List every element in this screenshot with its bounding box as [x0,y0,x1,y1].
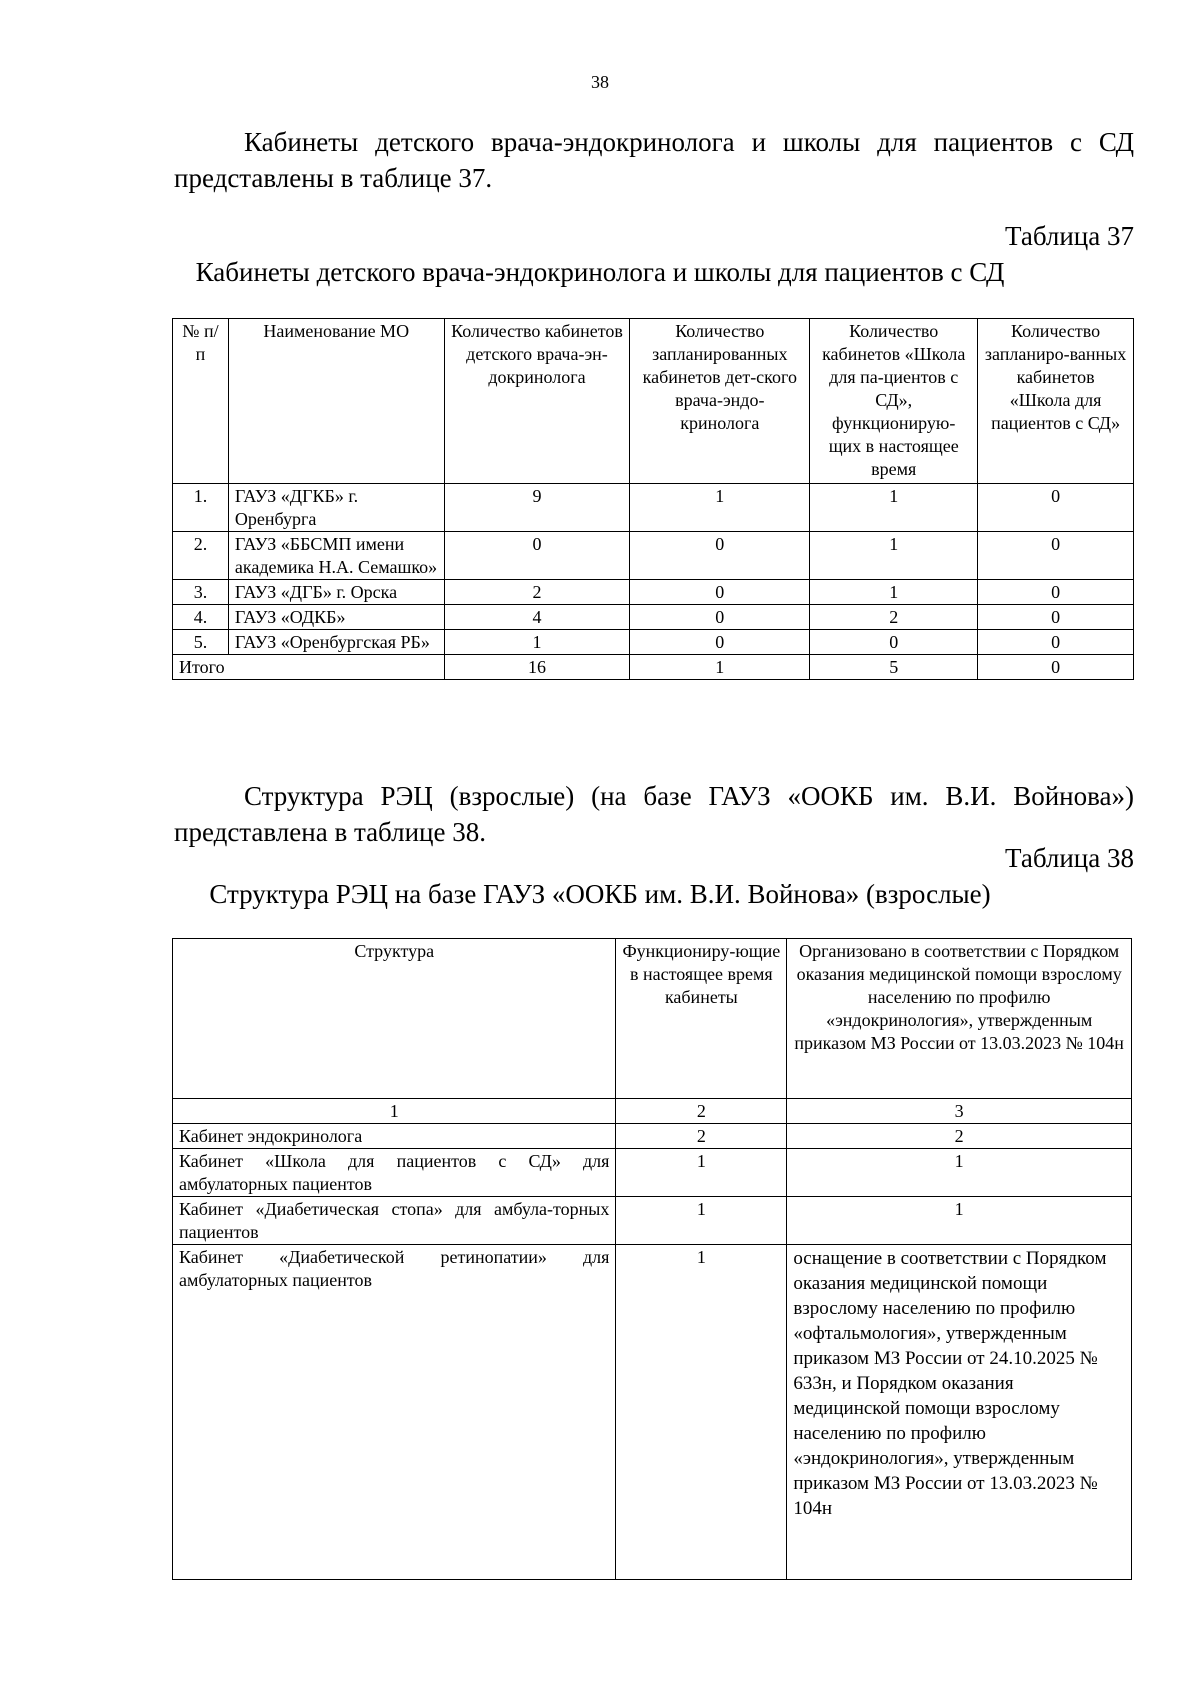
table37-header-planned-schools: Количество запланиро-ванных кабинетов «Школа для пациентов с СД» [978,319,1134,484]
schools-count: 1 [810,580,978,605]
row-number: 5. [173,630,229,655]
structure-name: Кабинет «Диабетической ретинопатии» для амбулаторных пациентов [173,1245,616,1580]
mo-name: ГАУЗ «ДГКБ» г. Оренбурга [228,484,444,532]
functioning-count: 1 [616,1245,787,1580]
table38-title: Структура РЭЦ на базе ГАУЗ «ООКБ им. В.И. Войнова» (взрослые) [209,879,991,909]
organized-count: 1 [787,1197,1132,1245]
mo-name: ГАУЗ «ББСМП имени академика Н.А. Семашко» [228,532,444,580]
table37-title: Кабинеты детского врача-эндокринолога и школы для пациентов с СД [195,257,1005,287]
table37-intro-text: Кабинеты детского врача-эндокринолога и школы для пациентов с СД представлены в таблице 37. [174,127,1134,193]
table37-header-cabinets: Количество кабинетов детского врача-эн-докринолога [444,319,630,484]
planned-schools-count: 0 [978,484,1134,532]
functioning-count: 1 [616,1197,787,1245]
table38-label: Таблица 38 [1005,843,1134,873]
functioning-count: 1 [616,1149,787,1197]
table38-header-row [173,939,1132,1099]
total-planned-cabinets: 1 [630,655,810,680]
planned-cabinets-count: 0 [630,532,810,580]
table-row [173,630,1134,655]
cabinets-count: 9 [444,484,630,532]
table37-header-schools: Количество кабинетов «Школа для па-циентов с СД», функционирую-щих в настоящее время [810,319,978,484]
structure-name: Кабинет «Диабетическая стопа» для амбула-торных пациентов [173,1197,616,1245]
table-row [173,580,1134,605]
structure-name: Кабинет «Школа для пациентов с СД» для амбулаторных пациентов [173,1149,616,1197]
table37-label: Таблица 37 [1005,221,1134,251]
schools-count: 1 [810,532,978,580]
table38-header-structure: Структура [173,939,616,1099]
table37-header-num: № п/п [173,319,229,484]
total-planned-schools: 0 [978,655,1134,680]
mo-name: ГАУЗ «ОДКБ» [228,605,444,630]
planned-cabinets-count: 0 [630,605,810,630]
schools-count: 2 [810,605,978,630]
table-row [173,605,1134,630]
planned-schools-count: 0 [978,630,1134,655]
table-row [173,1245,1132,1580]
page-number: 38 [591,72,609,92]
table-38 [172,938,1132,1580]
row-number: 4. [173,605,229,630]
schools-count: 0 [810,630,978,655]
total-cabinets: 16 [444,655,630,680]
table37-header-row [173,319,1134,484]
table38-intro-text: Структура РЭЦ (взрослые) (на базе ГАУЗ «ООКБ им. В.И. Войнова») представлена в таблице 38. [174,781,1134,847]
organized-count: 2 [787,1124,1132,1149]
table-37 [172,318,1134,680]
column-number: 1 [173,1099,616,1124]
organized-count: 1 [787,1149,1132,1197]
total-schools: 5 [810,655,978,680]
cabinets-count: 0 [444,532,630,580]
planned-schools-count: 0 [978,580,1134,605]
table-row [173,1124,1132,1149]
table38-header-functioning: Функциониру-ющие в настоящее время кабинеты [616,939,787,1099]
cabinets-count: 2 [444,580,630,605]
table38-intro-paragraph [174,778,1134,850]
column-number: 2 [616,1099,787,1124]
planned-schools-count: 0 [978,605,1134,630]
table-row [173,1149,1132,1197]
planned-cabinets-count: 1 [630,484,810,532]
column-number: 3 [787,1099,1132,1124]
table37-header-name: Наименование МО [228,319,444,484]
mo-name: ГАУЗ «Оренбургская РБ» [228,630,444,655]
planned-cabinets-count: 0 [630,630,810,655]
table37-total-row [173,655,1134,680]
mo-name: ГАУЗ «ДГБ» г. Орска [228,580,444,605]
table-row [173,532,1134,580]
table-row [173,1197,1132,1245]
row-number: 1. [173,484,229,532]
organized-description: оснащение в соответствии с Порядком оказания медицинской помощи взрослому населению по профилю «офтальмология», утвержденным приказом МЗ России от 24.10.2025 № 633н, и Порядком оказания медицинской помощи взрослому населению по профилю «эндокринология», утвержденным приказом МЗ России от 13.03.2023 № 104н [787,1245,1132,1580]
functioning-count: 2 [616,1124,787,1149]
row-number: 2. [173,532,229,580]
table38-column-numbers-row [173,1099,1132,1124]
table-row [173,484,1134,532]
schools-count: 1 [810,484,978,532]
row-number: 3. [173,580,229,605]
planned-schools-count: 0 [978,532,1134,580]
cabinets-count: 1 [444,630,630,655]
table37-intro-paragraph [174,124,1134,196]
total-label: Итого [173,655,445,680]
cabinets-count: 4 [444,605,630,630]
table37-header-planned-cabinets: Количество запланированных кабинетов дет-ского врача-эндо-кринолога [630,319,810,484]
table38-header-organized: Организовано в соответствии с Порядком оказания медицинской помощи взрослому населению по профилю «эндокринология», утвержденным приказом МЗ России от 13.03.2023 № 104н [787,939,1132,1099]
structure-name: Кабинет эндокринолога [173,1124,616,1149]
planned-cabinets-count: 0 [630,580,810,605]
